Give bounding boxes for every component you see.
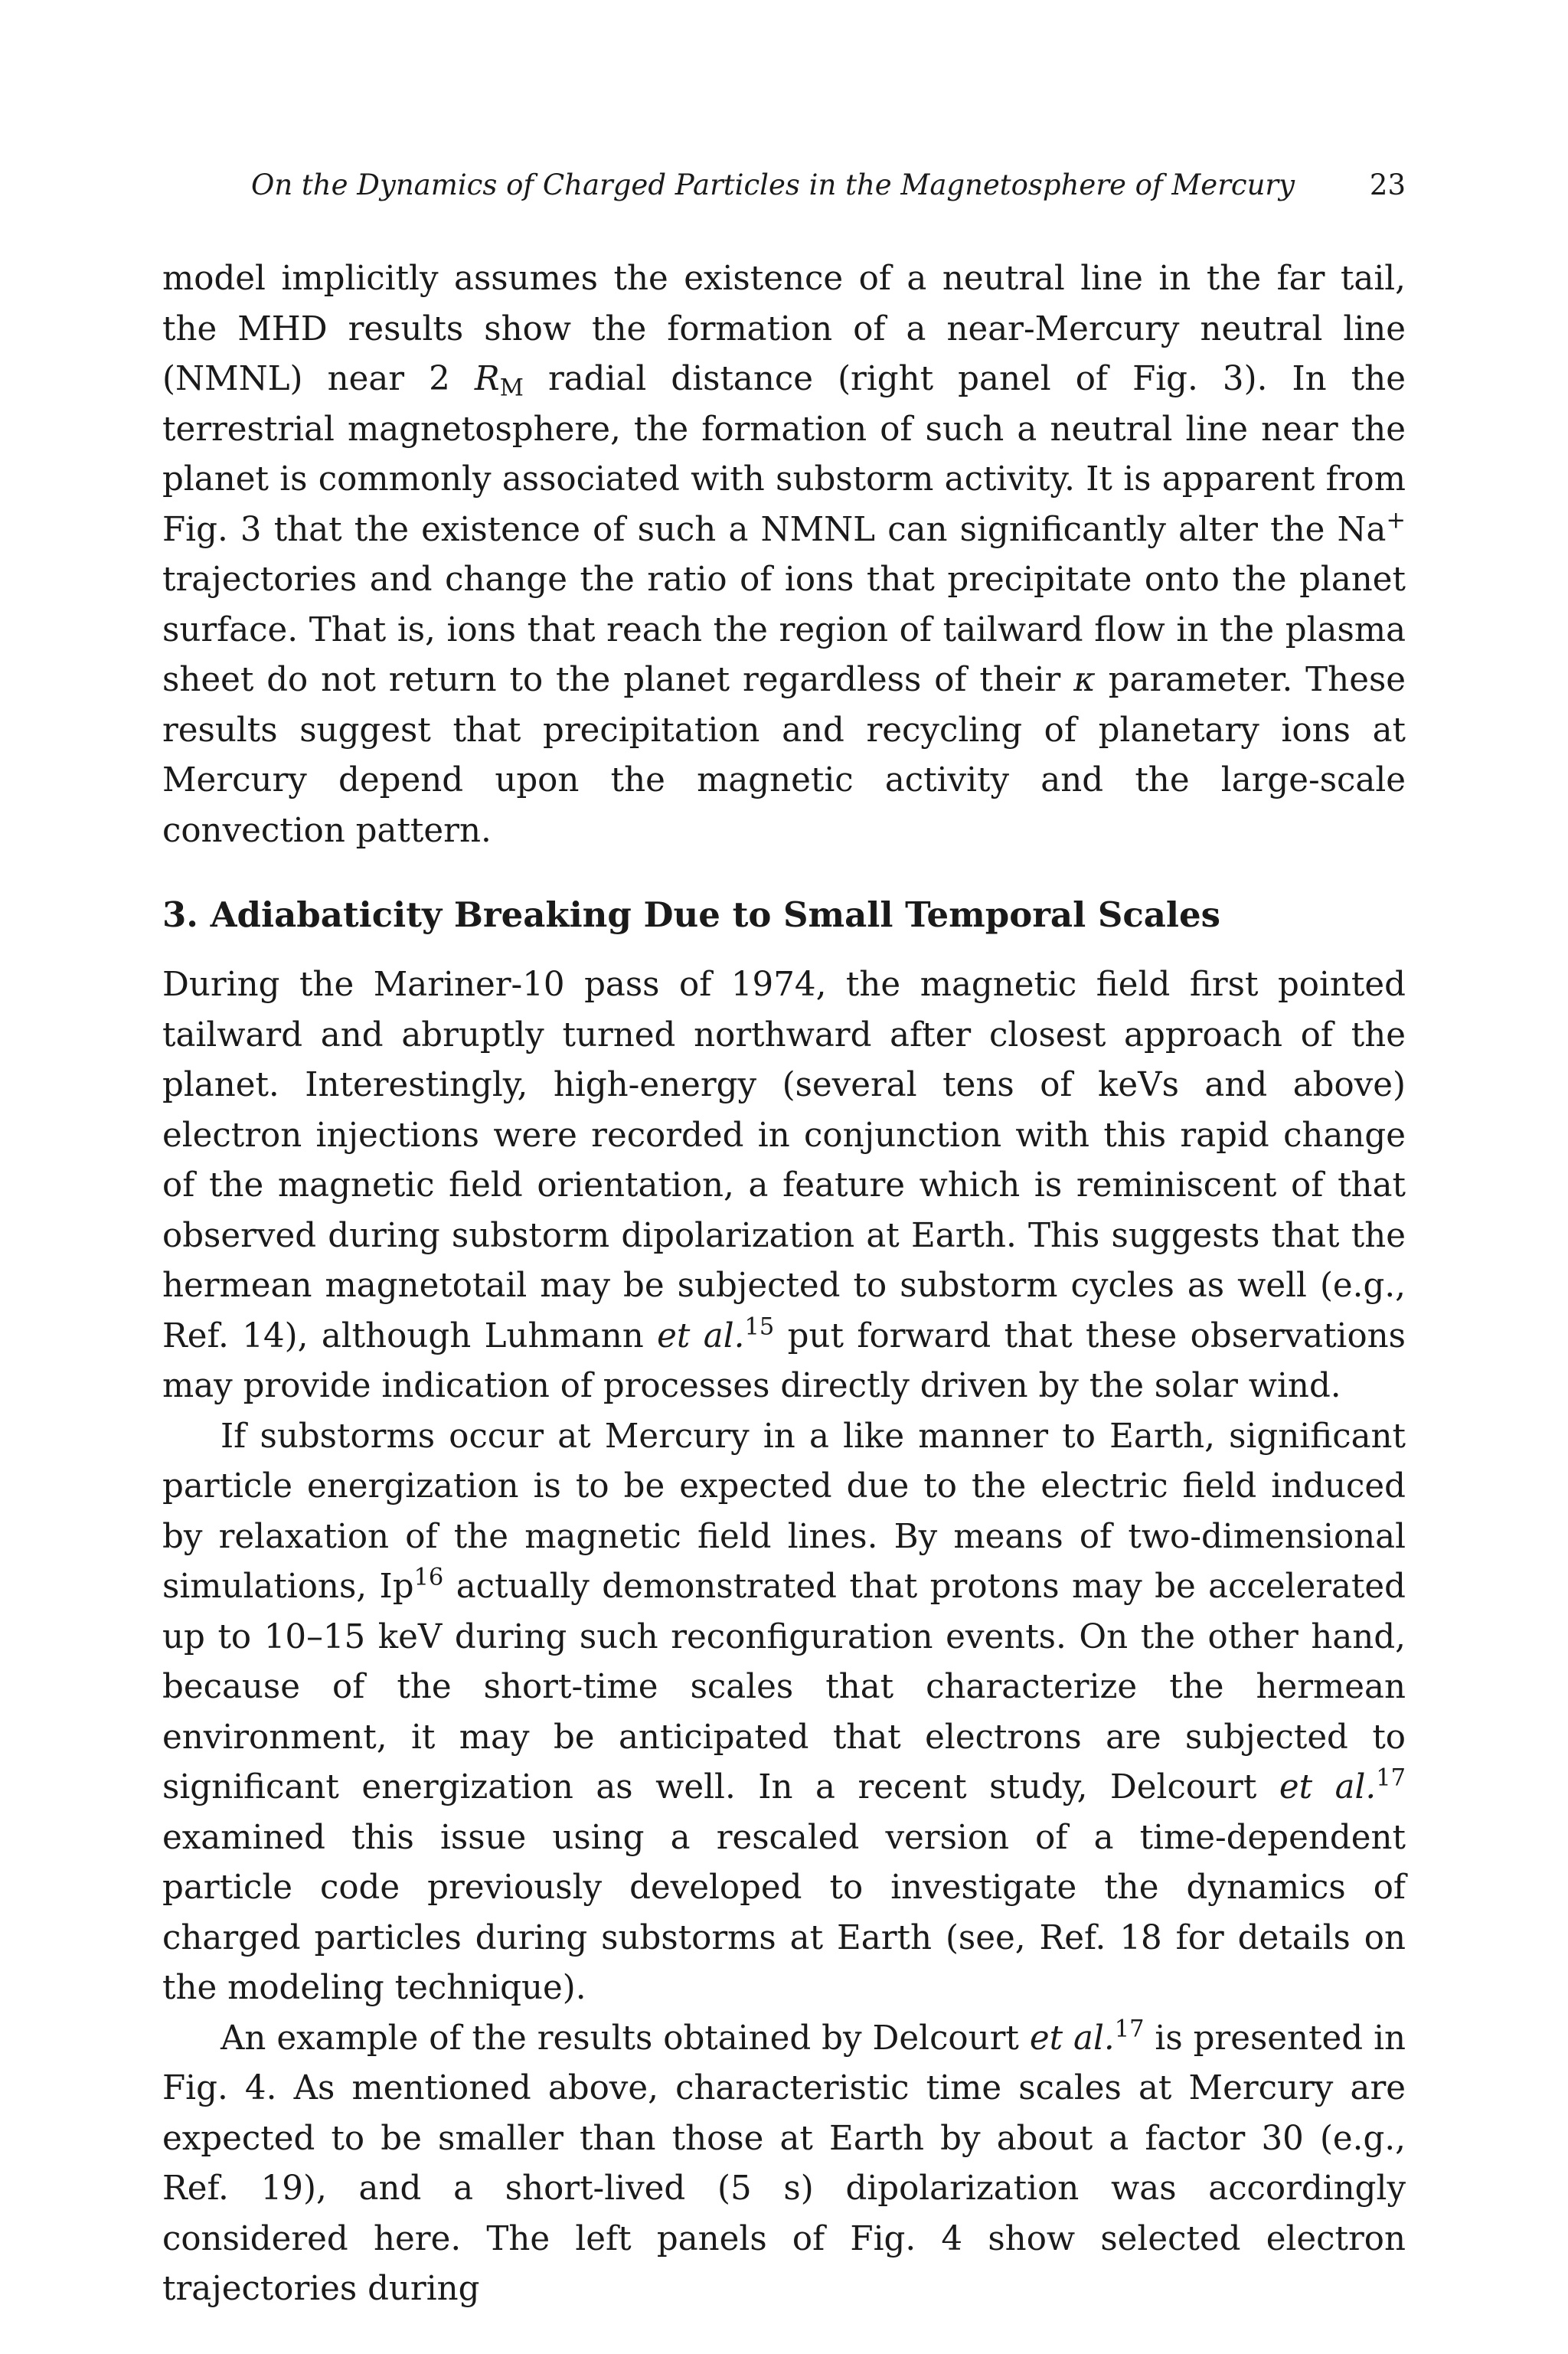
text-span: put forward that these observations may provide indication of processes directly driven by the solar wind. — [162, 1316, 1406, 1405]
paragraph-1 — [162, 960, 1406, 1412]
paragraph-2 — [162, 1412, 1406, 2014]
text-span: during such reconfiguration events. On the other hand, because of the short-time scales that characterize the hermean environment, it may be anticipated that electrons are subjected to significant energization as well. In a recent study, Delcourt — [162, 1617, 1406, 1806]
energy-range: 10–15 keV — [263, 1617, 443, 1656]
duration-value: 5 s — [730, 2169, 801, 2208]
section-heading: 3. Adiabaticity Breaking Due to Small Temporal Scales — [162, 894, 1220, 935]
text-span: model implicitly assumes the existence of a neutral line in the far tail, the MHD results show the formation of a near-Mercury neutral line (NMNL) near 2 — [162, 260, 1406, 398]
citation-superscript: 17 — [1376, 1764, 1406, 1792]
running-title: On the Dynamics of Charged Particles in the Magnetosphere of Mercury — [251, 168, 1295, 201]
radius-symbol: R — [474, 360, 500, 398]
et-al: et al. — [1279, 1768, 1377, 1806]
text-span: ) dipolarization was accordingly considered here. The left panels of Fig. 4 show selected electron trajectories during — [162, 2169, 1406, 2308]
text-span: During the Mariner-10 pass of 1974, the magnetic field first pointed tailward and abruptly turned northward after closest approach of the planet. Interestingly, high-energy (several tens of keVs and above) electron injections were recorded in conjunction with this rapid change of the magnetic field orientation, a feature which is reminiscent of that observed during substorm dipolarization at Earth. This suggests that the hermean magnetotail may be subjected to substorm cycles as well (e.g., Ref. 14), although Luhmann — [162, 966, 1406, 1355]
citation-superscript: 16 — [413, 1564, 444, 1591]
text-span: actually demonstrated that protons may be accelerated up to — [162, 1568, 1406, 1656]
text-span: radial distance (right panel of Fig. 3). In the terrestrial magnetosphere, the formation of such a neutral line near the planet is commonly associated with substorm activity. It is apparent from Fig. 3 that the existence of such a NMNL can significantly alter the Na — [162, 360, 1406, 549]
text-span: An example of the results obtained by Delcourt — [220, 2019, 1030, 2058]
paragraph-3 — [162, 2014, 1406, 2315]
continued-paragraph — [162, 254, 1406, 856]
page-number: 23 — [1369, 168, 1406, 201]
text-span: parameter. These results suggest that precipitation and recycling of planetary ions at Mercury depend upon the magnetic activity and the large-scale convection pattern. — [162, 661, 1406, 850]
text-span: examined this issue using a rescaled version of a time-dependent particle code previously developed to investigate the dynamics of charged particles during substorms at Earth (see, Ref. 18 for details on the modeling technique). — [162, 1818, 1406, 2007]
text-span: trajectories and change the ratio of ions that precipitate onto the planet surface. That is, ions that reach the region of tailward flow in the plasma sheet do not return to the planet regardless of their — [162, 561, 1406, 699]
paragraph-text — [162, 254, 1406, 856]
section-body — [162, 960, 1406, 2315]
text-span: If substorms occur at Mercury in a like manner to Earth, significant particle energization is to be expected due to the electric field induced by relaxation of the magnetic field lines. By means of two-dimensional simulations, Ip — [162, 1417, 1406, 1606]
radius-subscript: M — [499, 374, 524, 402]
kappa-symbol: κ — [1073, 661, 1096, 699]
citation-superscript: 17 — [1114, 2015, 1145, 2042]
running-head — [251, 162, 1406, 208]
et-al: et al. — [1029, 2019, 1115, 2058]
ion-charge-superscript: + — [1386, 506, 1406, 534]
text-span: is presented in Fig. 4. As mentioned above, characteristic time scales at Mercury are expected to be smaller than those at Earth by about a factor 30 (e.g., Ref. 19), and a short-lived ( — [162, 2019, 1406, 2208]
et-al: et al. — [657, 1316, 745, 1355]
citation-superscript: 15 — [744, 1313, 775, 1340]
